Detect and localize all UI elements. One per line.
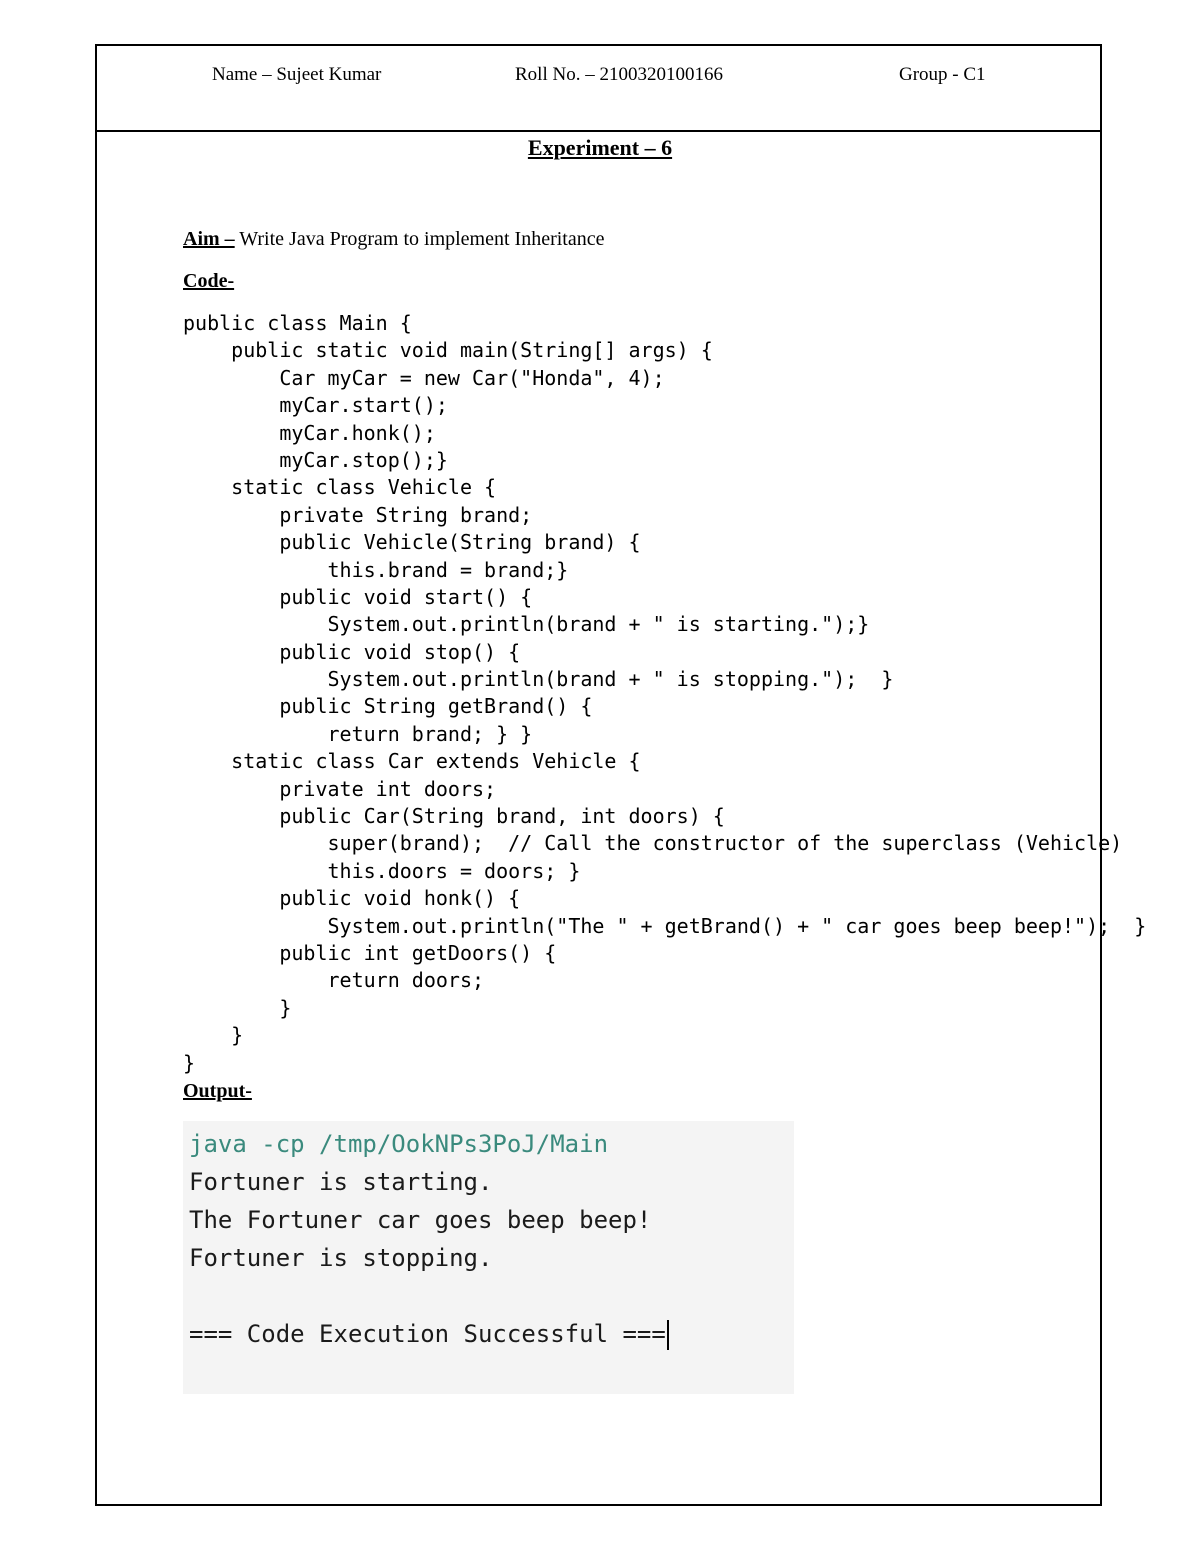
student-name: Name – Sujeet Kumar <box>212 64 382 85</box>
code-line: myCar.honk(); <box>183 420 436 445</box>
console-status: === Code Execution Successful === <box>189 1320 666 1348</box>
code-line: myCar.start(); <box>183 393 448 418</box>
code-line: super(brand); // Call the constructor of the superclass (Vehicle) <box>183 831 1123 856</box>
console-line: Fortuner is stopping. <box>189 1244 493 1272</box>
aim-label: Aim – <box>183 228 235 250</box>
code-line: static class Car extends Vehicle { <box>183 749 641 774</box>
code-line: System.out.println(brand + " is stopping."); } <box>183 667 894 692</box>
code-line: public class Main { <box>183 311 412 335</box>
console-line <box>189 1277 794 1315</box>
console-output <box>183 1121 794 1394</box>
code-line: public Vehicle(String brand) { <box>183 530 641 555</box>
code-line: public Car(String brand, int doors) { <box>183 804 725 829</box>
page-title <box>0 135 1200 161</box>
header-divider <box>95 130 1102 132</box>
code-line: static class Vehicle { <box>183 475 497 500</box>
code-line: Car myCar = new Car("Honda", 4); <box>183 365 665 390</box>
code-line: return brand; } } <box>183 721 533 746</box>
aim-text: Write Java Program to implement Inheritance <box>234 228 605 250</box>
code-line: public void honk() { <box>183 886 521 911</box>
code-line: System.out.println("The " + getBrand() + " car goes beep beep!"); } <box>183 913 1147 938</box>
code-line: public void start() { <box>183 584 533 609</box>
text-cursor <box>667 1320 669 1350</box>
output-heading: Output- <box>183 1080 252 1102</box>
code-line: public int getDoors() { <box>183 940 557 965</box>
code-line: private String brand; <box>183 502 533 527</box>
group: Group - C1 <box>899 64 986 85</box>
code-line: public void stop() { <box>183 639 521 664</box>
code-line: System.out.println(brand + " is starting.");} <box>183 612 870 637</box>
console-line: The Fortuner car goes beep beep! <box>189 1206 652 1234</box>
code-line: myCar.stop();} <box>183 447 448 472</box>
code-line: } <box>183 995 292 1020</box>
code-line: this.doors = doors; } <box>183 858 581 883</box>
code-line: } <box>183 1023 244 1048</box>
code-line: return doors; <box>183 968 485 993</box>
experiment-title: Experiment – 6 <box>527 135 673 160</box>
console-line: Fortuner is starting. <box>189 1168 493 1196</box>
code-line: this.brand = brand;} <box>183 557 569 582</box>
code-line: public String getBrand() { <box>183 694 593 719</box>
source-code <box>183 310 1146 1077</box>
console-command: java -cp /tmp/OokNPs3PoJ/Main <box>189 1130 609 1158</box>
code-line: } <box>183 1050 196 1075</box>
code-heading: Code- <box>183 270 235 292</box>
code-line: public static void main(String[] args) { <box>183 338 713 363</box>
code-line: private int doors; <box>183 776 497 801</box>
console-status-line <box>189 1315 794 1353</box>
roll-number: Roll No. – 2100320100166 <box>515 64 723 85</box>
aim-statement <box>183 228 605 251</box>
